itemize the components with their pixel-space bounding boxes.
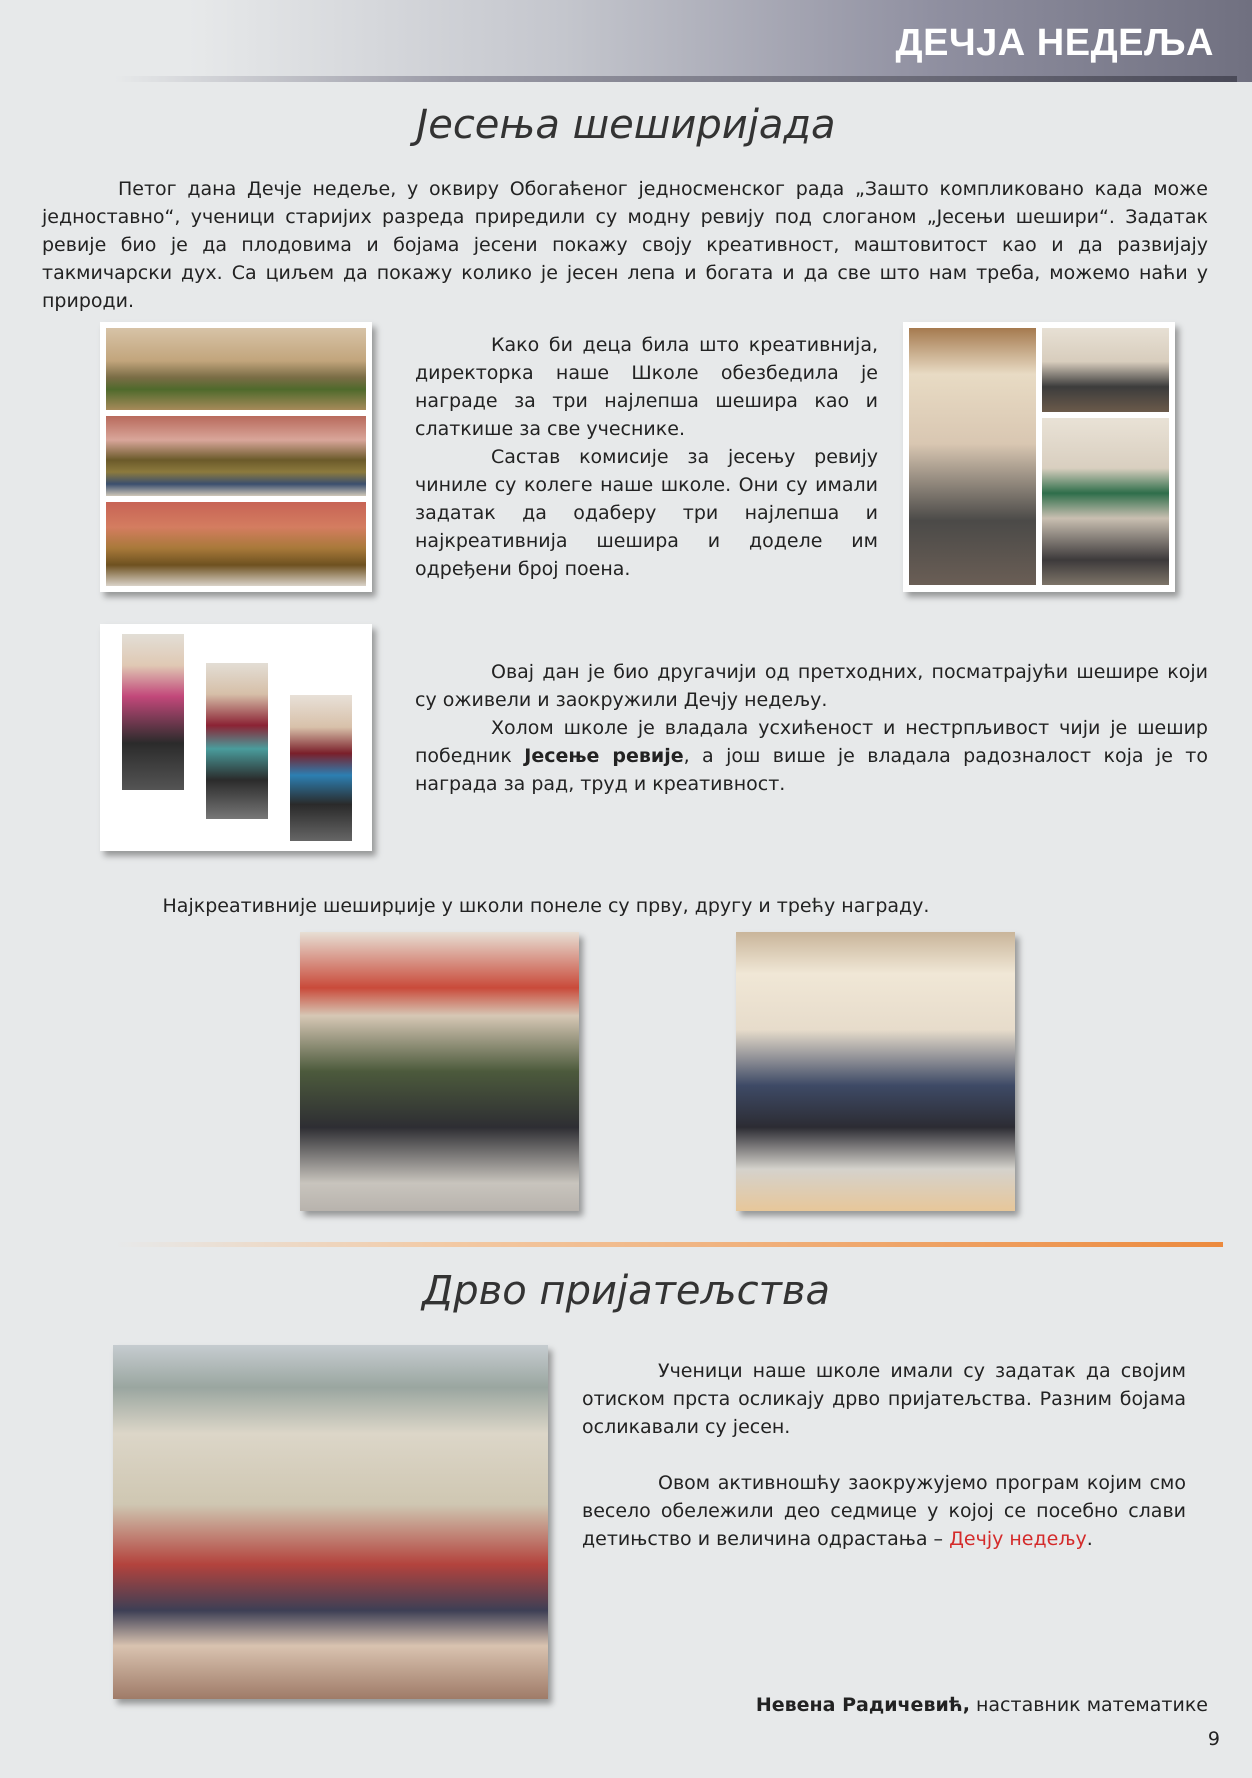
day-text: Овај дан је био другачији од претходних, посматрајући шешире који су оживели и заокружили Дечју недељу. (415, 661, 1208, 711)
childrens-week-highlight: Дечју недељу (949, 1528, 1087, 1550)
jury-text: Састав комисије за јесењу ревију чиниле су колеге наше школе. Они су имали задатак да одаберу три најлепша и најкреативнија шешира и доделе им одређени број поена. (415, 446, 878, 580)
tree-paragraphs (582, 1357, 1186, 1553)
intro-text: Петог дана Дечје недеље, у оквиру Обогаћеног једносменског рада „Зашто компликовано када може једноставно“, ученици старијих разреда приредили су модну ревију под слоганом „Јесењи шешири“. Задатак ревије био је да плодовима и бојама јесени покажу своју креативност, маштовитост као и да развијају такмичарски дух. Са циљем да покажу колико је јесен лепа и богата и да све што нам треба, можемо наћи у природи. (42, 178, 1208, 312)
hats-photo-2 (106, 416, 366, 496)
awards-text: Како би деца била што креативнија, директорка наше Школе обезбедила је награде за три најлепша шешира као и слаткише за све учеснике. (415, 334, 878, 440)
intro-paragraph (42, 175, 1208, 315)
article-title-tree: Дрво пријатељства (422, 1268, 830, 1314)
autumn-show-bold: Јесење ревије (524, 745, 684, 767)
section-divider (115, 1242, 1223, 1247)
winner-paragraphs (415, 658, 1208, 798)
winner-photo-1 (122, 634, 184, 790)
article-title-hats: Јесења шеширијада (416, 102, 836, 148)
winner-photo-2 (206, 663, 268, 819)
paragraph-spacer (582, 1441, 1186, 1469)
author-name: Невена Радичевић, (755, 1694, 970, 1716)
hats-photo-1 (106, 328, 366, 410)
classroom-collage (903, 322, 1175, 592)
classroom-photo-2 (1042, 328, 1169, 412)
group-awards-photo (736, 932, 1015, 1211)
school-group-photo (113, 1345, 548, 1699)
header-divider (115, 76, 1237, 82)
classroom-photo-3 (1042, 418, 1169, 585)
closing-text-a: Овом активношћу заокружујемо програм којим смо весело обележили део седмице у којој се посебно слави детињство и величина одрастања – (582, 1472, 1186, 1550)
closing-text (582, 1469, 1186, 1553)
winner-photo-3 (290, 695, 352, 841)
author-role: наставник математике (969, 1694, 1208, 1716)
top-three-photo (300, 932, 579, 1211)
page-number: 9 (1207, 1728, 1220, 1750)
hats-table-collage (100, 322, 372, 592)
tree-text: Ученици наше школе имали су задатак да својим отиском прста осликају дрво пријатељства. Разним бојама осликавали су јесен. (582, 1360, 1186, 1438)
jury-paragraphs (415, 331, 878, 583)
photos-caption: Најкреативније шеширџије у школи понеле су прву, другу и трећу награду. (162, 895, 930, 917)
hall-text-b: , а још више је владала радозналост која је то награда за рад, труд и креативност. (415, 745, 1208, 795)
closing-text-b: . (1086, 1528, 1093, 1550)
section-title: ДЕЧЈА НЕДЕЉА (895, 22, 1214, 64)
hats-photo-3 (106, 502, 366, 586)
hall-text-a: Холом школе је владала усхићеност и нестрпљивост чији је шешир победник (415, 717, 1208, 767)
classroom-photo-1 (909, 328, 1036, 585)
winners-strip (100, 624, 372, 851)
author-signature (756, 1694, 1208, 1716)
hall-text (415, 714, 1208, 798)
